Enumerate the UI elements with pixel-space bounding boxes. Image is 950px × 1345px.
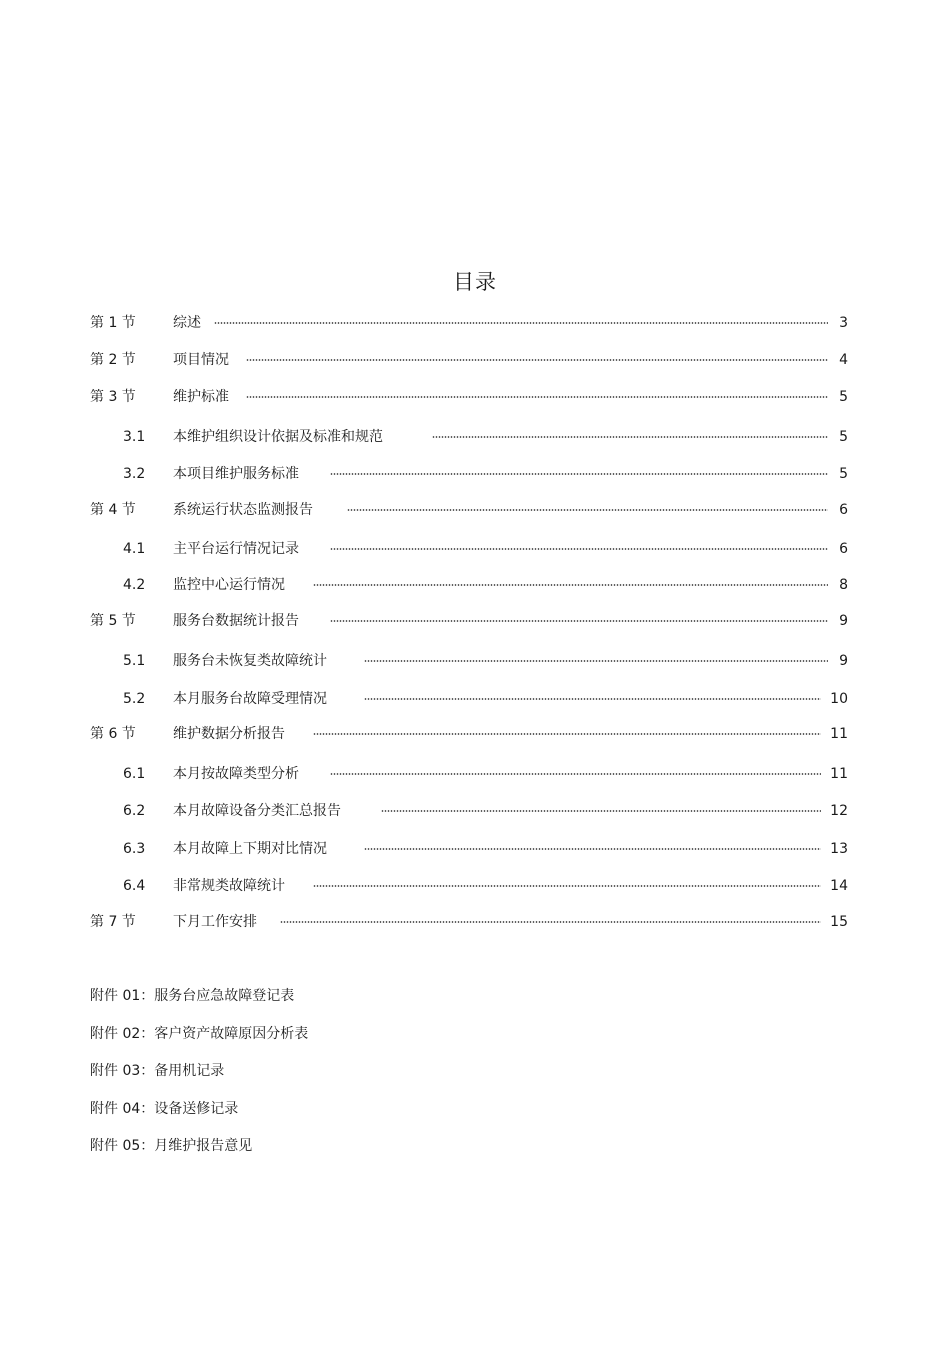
toc-entry[interactable] — [90, 724, 850, 744]
toc-entry-number: 4.2 — [123, 577, 146, 593]
toc-entry[interactable] — [123, 801, 850, 821]
toc-entry-page: 13 — [830, 841, 848, 857]
toc-leader-dots — [330, 548, 828, 550]
toc-entry-page: 14 — [830, 878, 848, 894]
toc-entry-number: 3.1 — [123, 429, 146, 445]
toc-entry-title: 服务台未恢复类故障统计 — [173, 653, 327, 669]
page-title: 目录 — [453, 270, 497, 294]
toc-entry-page: 12 — [830, 803, 848, 819]
appendix-item[interactable]: 附件 02：客户资产故障原因分析表 — [90, 1026, 309, 1042]
toc-entry-number: 3.2 — [123, 466, 146, 482]
toc-entry-title: 下月工作安排 — [173, 914, 257, 930]
toc-leader-dots — [330, 773, 821, 775]
toc-entry[interactable] — [123, 876, 850, 896]
toc-entry-title: 本项目维护服务标准 — [173, 466, 299, 482]
toc-entry[interactable] — [123, 539, 850, 559]
toc-entry-number: 6.4 — [123, 878, 146, 894]
toc-entry-page: 15 — [830, 914, 848, 930]
toc-entry-title: 本维护组织设计依据及标准和规范 — [173, 429, 383, 445]
toc-entry-title: 监控中心运行情况 — [173, 577, 285, 593]
toc-entry[interactable] — [90, 912, 850, 932]
toc-entry-title: 维护标准 — [173, 389, 229, 405]
toc-entry-number: 6.3 — [123, 841, 146, 857]
toc-leader-dots — [214, 322, 828, 324]
toc-entry-number: 6.1 — [123, 766, 146, 782]
toc-entry-title: 非常规类故障统计 — [173, 878, 285, 894]
toc-entry-page: 5 — [839, 429, 848, 445]
toc-leader-dots — [330, 620, 828, 622]
toc-leader-dots — [313, 885, 821, 887]
toc-entry-number: 第 7 节 — [90, 914, 136, 930]
toc-entry[interactable] — [123, 427, 850, 447]
toc-leader-dots — [246, 396, 828, 398]
toc-entry[interactable] — [123, 575, 850, 595]
toc-entry-page: 11 — [830, 726, 848, 742]
toc-entry-title: 项目情况 — [173, 352, 229, 368]
toc-entry-number: 第 6 节 — [90, 726, 136, 742]
toc-leader-dots — [313, 584, 828, 586]
toc-entry-number: 6.2 — [123, 803, 146, 819]
toc-entry-page: 8 — [839, 577, 848, 593]
appendix-item[interactable]: 附件 05：月维护报告意见 — [90, 1138, 253, 1154]
toc-entry-title: 本月故障上下期对比情况 — [173, 841, 327, 857]
toc-entry-page: 5 — [839, 466, 848, 482]
toc-entry-title: 系统运行状态监测报告 — [173, 502, 313, 518]
toc-entry-title: 主平台运行情况记录 — [173, 541, 299, 557]
toc-entry-title: 本月按故障类型分析 — [173, 766, 299, 782]
toc-entry-page: 11 — [830, 766, 848, 782]
toc-entry-page: 3 — [839, 315, 848, 331]
toc-leader-dots — [347, 509, 828, 511]
appendix-item[interactable]: 附件 01：服务台应急故障登记表 — [90, 988, 295, 1004]
toc-entry-number: 第 1 节 — [90, 315, 136, 331]
toc-entry-number: 第 2 节 — [90, 352, 136, 368]
toc-entry-page: 6 — [839, 502, 848, 518]
toc-entry-number: 第 4 节 — [90, 502, 136, 518]
toc-entry-number: 4.1 — [123, 541, 146, 557]
toc-entry-title: 综述 — [173, 315, 201, 331]
toc-leader-dots — [330, 473, 828, 475]
toc-leader-dots — [381, 810, 821, 812]
appendix-item[interactable]: 附件 03：备用机记录 — [90, 1063, 225, 1079]
toc-entry-page: 4 — [839, 352, 848, 368]
toc-entry[interactable] — [90, 387, 850, 407]
toc-entry[interactable] — [123, 464, 850, 484]
toc-entry[interactable] — [90, 611, 850, 631]
toc-leader-dots — [280, 921, 821, 923]
toc-entry[interactable] — [90, 350, 850, 370]
toc-leader-dots — [364, 660, 828, 662]
toc-leader-dots — [364, 848, 821, 850]
toc-entry-title: 服务台数据统计报告 — [173, 613, 299, 629]
toc-entry-title: 本月故障设备分类汇总报告 — [173, 803, 341, 819]
toc-entry[interactable] — [90, 313, 850, 333]
toc-entry-title: 维护数据分析报告 — [173, 726, 285, 742]
toc-entry-number: 第 3 节 — [90, 389, 136, 405]
toc-entry-page: 9 — [839, 653, 848, 669]
toc-entry-page: 10 — [830, 691, 848, 707]
toc-leader-dots — [246, 359, 828, 361]
toc-entry-page: 9 — [839, 613, 848, 629]
appendix-item[interactable]: 附件 04：设备送修记录 — [90, 1101, 239, 1117]
toc-entry[interactable] — [90, 500, 850, 520]
toc-leader-dots — [364, 698, 821, 700]
toc-leader-dots — [432, 436, 828, 438]
toc-entry-page: 6 — [839, 541, 848, 557]
toc-entry-number: 5.1 — [123, 653, 146, 669]
toc-entry-number: 第 5 节 — [90, 613, 136, 629]
toc-entry[interactable] — [123, 839, 850, 859]
toc-entry[interactable] — [123, 689, 850, 709]
toc-entry-title: 本月服务台故障受理情况 — [173, 691, 327, 707]
toc-entry-number: 5.2 — [123, 691, 146, 707]
toc-entry[interactable] — [123, 764, 850, 784]
toc-entry-page: 5 — [839, 389, 848, 405]
toc-leader-dots — [313, 733, 821, 735]
toc-entry[interactable] — [123, 651, 850, 671]
